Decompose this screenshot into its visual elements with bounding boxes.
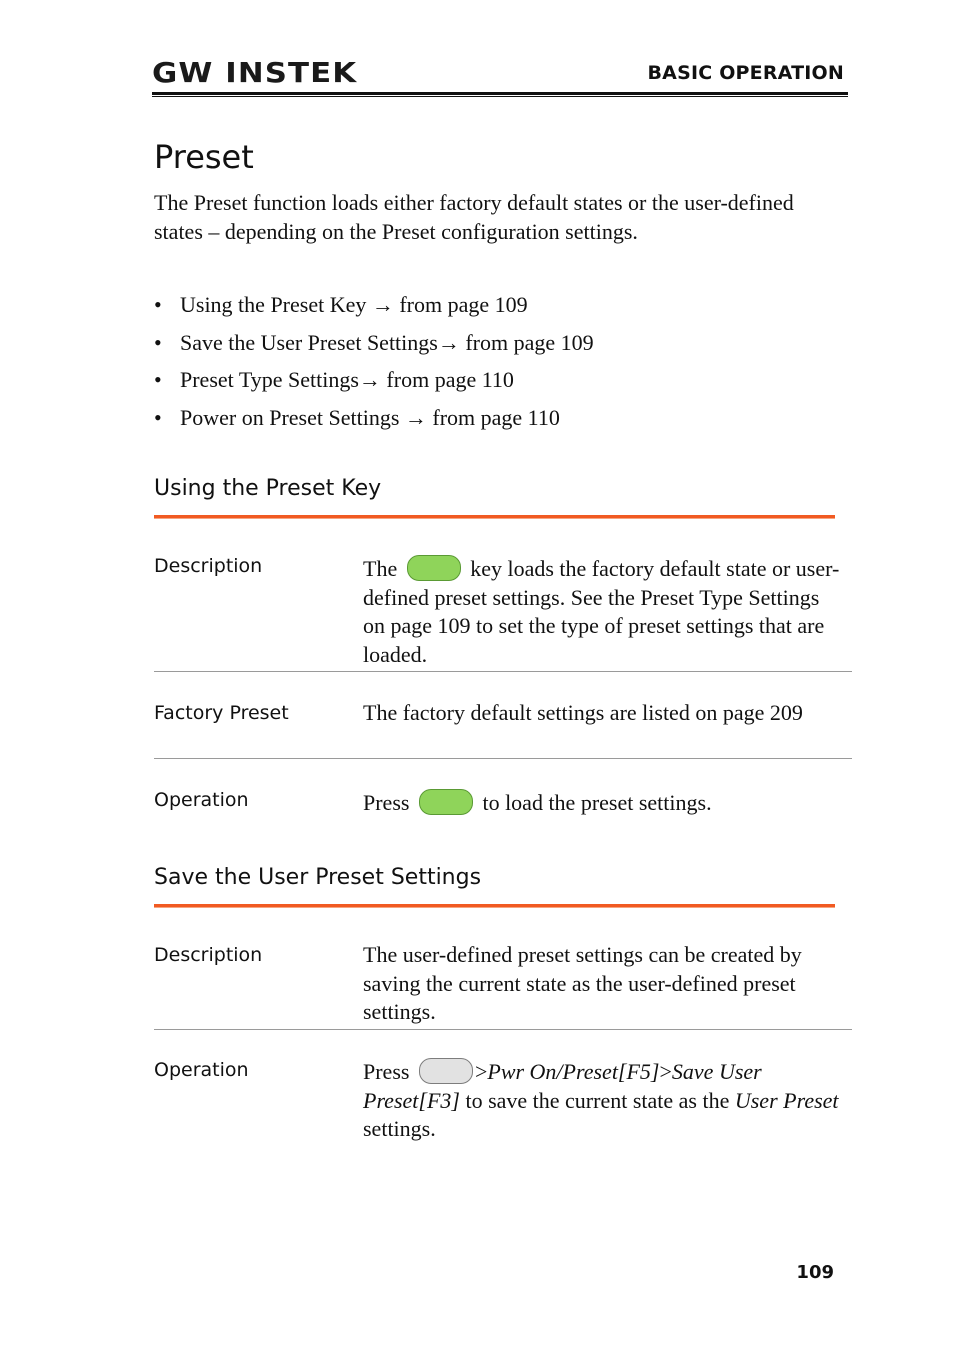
list-item[interactable] — [154, 328, 594, 366]
row-divider — [154, 1029, 852, 1030]
operation-pre: Press — [363, 790, 410, 815]
bullet-icon: • — [154, 329, 162, 355]
bullet-icon: • — [154, 404, 162, 430]
operation-label: Operation — [154, 1059, 249, 1081]
row-divider — [154, 758, 852, 759]
list-item[interactable] — [154, 290, 594, 328]
menu-pwr-on-preset: Pwr On/Preset[F5] — [487, 1059, 660, 1084]
list-item-text[interactable]: Preset Type Settings→ from page 110 — [180, 367, 514, 392]
page-number: 109 — [796, 1262, 834, 1283]
section-heading-save-user-preset: Save the User Preset Settings — [154, 865, 482, 890]
factory-preset-text: The factory default settings are listed on page 209 — [363, 700, 803, 725]
operation-end: settings. — [363, 1116, 436, 1141]
operation-press: Press — [363, 1059, 410, 1084]
description-post: key loads the factory default state or user-defined preset settings. See the Preset Type Settings on page 109 to set the type of preset settings that are loaded. — [363, 556, 840, 667]
list-item-text[interactable]: Using the Preset Key → from page 109 — [180, 292, 528, 317]
contents-list — [154, 290, 594, 440]
header-rule-thin — [152, 96, 848, 97]
row-divider — [154, 671, 852, 672]
operation-post: to load the preset settings. — [482, 790, 712, 815]
description-text: The user-defined preset settings can be created by saving the current state as the user-defined preset settings. — [363, 942, 802, 1024]
page-title: Preset — [154, 138, 254, 176]
menu-separator: > — [659, 1059, 672, 1084]
operation-label: Operation — [154, 789, 249, 811]
factory-preset-label: Factory Preset — [154, 702, 289, 724]
bullet-icon: • — [154, 292, 162, 317]
header-rule-thick — [152, 92, 848, 95]
intro-paragraph: The Preset function loads either factory default states or the user-defined states – depending on the Preset configuration settings. — [154, 190, 794, 244]
bullet-icon: • — [154, 367, 162, 392]
operation-text — [363, 1058, 845, 1144]
section-rule — [154, 515, 835, 518]
gw-instek-logo: GW INSTEK — [152, 56, 358, 89]
description-text — [363, 555, 845, 669]
operation-text — [363, 789, 845, 818]
description-pre: The — [363, 556, 398, 581]
user-preset-term: User Preset — [734, 1087, 839, 1113]
list-item[interactable] — [154, 365, 594, 403]
section-rule — [154, 904, 835, 907]
preset-key-icon — [407, 555, 461, 581]
operation-mid: to save the current state as the — [459, 1087, 735, 1113]
section-heading-using-preset-key: Using the Preset Key — [154, 476, 382, 501]
utility-key-icon — [419, 1058, 473, 1084]
description-label: Description — [154, 555, 263, 577]
section-label: BASIC OPERATION — [647, 62, 844, 84]
menu-save-user-preset: Save User Preset[F3] — [363, 1059, 762, 1113]
list-item[interactable] — [154, 403, 594, 441]
page-header — [152, 54, 848, 98]
list-item-text[interactable]: Power on Preset Settings → from page 110 — [180, 404, 560, 430]
description-label: Description — [154, 944, 263, 966]
list-item-text[interactable]: Save the User Preset Settings→ from page 109 — [180, 329, 594, 355]
menu-separator: > — [474, 1059, 488, 1084]
preset-key-icon — [419, 789, 473, 815]
